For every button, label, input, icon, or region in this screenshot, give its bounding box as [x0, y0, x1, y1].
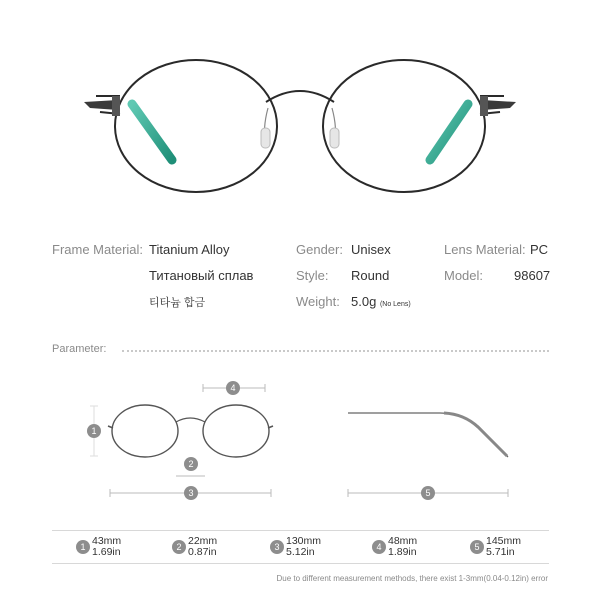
diagram-bridge: [176, 418, 205, 422]
measure-3-inch: 5.12in: [286, 546, 315, 558]
weight-label: Weight:: [296, 294, 340, 309]
right-hinge: [480, 96, 516, 116]
weight-value: [351, 294, 411, 309]
bridge: [266, 91, 334, 102]
measure-5-inch: 5.71in: [486, 546, 515, 558]
gender-value: Unisex: [351, 242, 391, 257]
measure-5-mm: 145mm: [486, 535, 522, 547]
diagram-right-lens: [203, 405, 269, 457]
lens-material-value: PC: [530, 242, 549, 257]
measure-4-inch: 1.89in: [388, 546, 417, 558]
diagram-marker-1: 1: [87, 424, 101, 438]
weight-number: 5.0g: [351, 294, 377, 309]
lens-material-label: Lens Material:: [444, 242, 526, 257]
measure-marker-3: 3: [270, 540, 284, 554]
glasses-product-photo: [0, 0, 600, 215]
measure-1: [92, 536, 121, 558]
measure-1-mm: 43mm: [92, 535, 122, 547]
measure-marker-2: 2: [172, 540, 186, 554]
measure-3-mm: 130mm: [286, 535, 322, 547]
left-hinge: [84, 96, 120, 116]
measure-2-inch: 0.87in: [188, 546, 217, 558]
model-label: Model:: [444, 268, 484, 283]
measure-marker-4: 4: [372, 540, 386, 554]
style-value: Round: [351, 268, 390, 283]
frame-material-ko: 티타늄 합금: [149, 297, 206, 309]
style-label: Style:: [296, 268, 329, 283]
frame-material-label: Frame Material:: [52, 242, 144, 257]
footnote: Due to different measurement methods, there exist 1-3mm(0.04-0.12in) error: [276, 574, 548, 583]
gender-label: Gender:: [296, 242, 343, 257]
diagram-marker-4: 4: [226, 381, 240, 395]
weight-note: (No Lens): [379, 301, 411, 308]
frame-material-en: Titanium Alloy: [149, 242, 230, 257]
parameter-divider: [122, 350, 549, 352]
measure-4-mm: 48mm: [388, 535, 418, 547]
measure-4: [388, 536, 417, 558]
right-temple-tip: [430, 104, 468, 160]
diagram-marker-5: 5: [421, 486, 435, 500]
measure-2: [188, 536, 217, 558]
measure-5: [486, 536, 521, 558]
diagram-marker-2: 2: [184, 457, 198, 471]
measure-table-bottom-line: [52, 563, 549, 564]
left-temple-tip: [132, 104, 172, 160]
measure-marker-5: 5: [470, 540, 484, 554]
measure-2-mm: 22mm: [188, 535, 218, 547]
measure-1-inch: 1.69in: [92, 546, 121, 558]
diagram-left-lens: [112, 405, 178, 457]
measure-table-top-line: [52, 530, 549, 531]
left-lens-rim: [115, 60, 277, 192]
frame-material-ru: Титановый сплав: [149, 268, 254, 283]
measurement-diagram: [0, 370, 600, 505]
measure-marker-1: 1: [76, 540, 90, 554]
measure-3: [286, 536, 321, 558]
diagram-marker-3: 3: [184, 486, 198, 500]
model-value: 98607: [514, 268, 551, 283]
right-lens-rim: [323, 60, 485, 192]
parameter-label: Parameter:: [52, 343, 107, 355]
